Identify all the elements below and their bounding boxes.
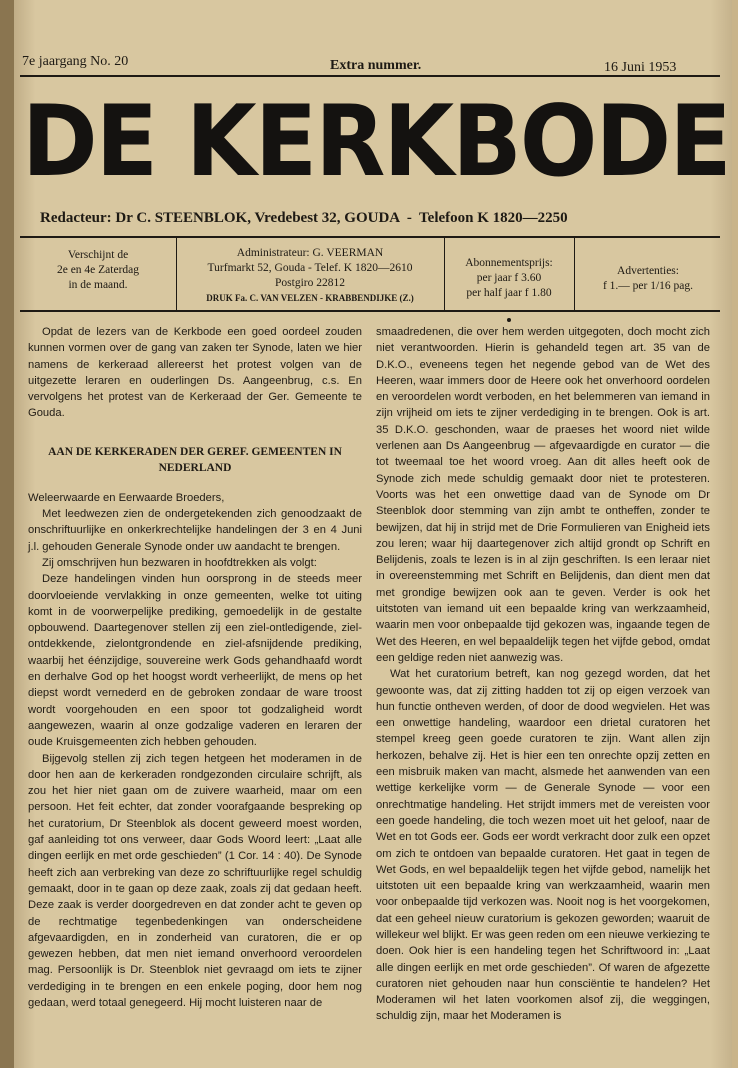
left-column	[28, 324, 362, 1011]
top-rule	[20, 75, 720, 77]
subscription-box	[446, 256, 572, 322]
page-edge	[0, 0, 14, 1068]
administration-address: Turfmarkt 52, Gouda - Telef. K 1820—2610	[207, 262, 413, 274]
administrator: Administrateur: G. VEERMAN	[236, 247, 384, 259]
center-dot	[507, 318, 511, 322]
subscription-label: Abonnementsprijs:	[465, 257, 553, 269]
postgiro: Postgiro 22812	[275, 277, 345, 289]
editor-line	[40, 210, 700, 227]
infobar-divider	[444, 238, 445, 310]
subscription-year: per jaar f 3.60	[476, 272, 542, 284]
subscription-halfyear: per half jaar f 1.80	[466, 287, 552, 299]
paragraph: Met leedwezen zien de ondergetekenden zich genoodzaakt de onschriftuurlijke en onkerkrechtelijke handelingen der 3 en 4 Juni j.l. gehouden Generale Synode onder uw aandacht te brengen.	[28, 508, 362, 553]
paragraph: Zij omschrijven hun bezwaren in hoofdtrekken als volgt:	[42, 556, 317, 569]
paragraph: smaadredenen, die over hem werden uitgegoten, doch mocht zich niet verantwoorden. Hierin is gehandeld tegen art. 35 van de D.K.O., eveneens tegen het negende gebod van de Wet des Heeren, waar immers door de Heere ook het onverhoord oordelen en veroordelen wordt verboden, en het belemmeren van iemand in zijn vrijheid om iets te zijner verdediging in te brengen. Ook is art. 35 D.K.O. geschonden, waar de praeses het woord niet wilde verlenen aan Ds Aangeenbrug — afgevaardigde en curator — die tot tweemaal toe het woord vroeg. Aan dit alles heeft ook de Synode zich mede schuldig gemaakt door niet te protesteren. Voorts was het een onwettige daad van de Synode om Dr Steenblok door stemming van zijn ambt te ontheffen, zonder te bewijzen, dat hij in strijd met de Drie Formulieren van Enigheid iets zou leren; waar hij daartegenover zich altijd grondt op Schrift en Belijdenis, zoals te lezen is in al zijn geschriften. Is een leraar niet in overeenstemming met Schrift en Belijdenis, dan dient men dat met grondige bewijzen ook aan te geven. Verder is ook het uitstoten van iemand uit een bepaalde kring van werkzaamheid, waarin men voor onbepaalde tijd gekozen was, ingaande tegen de Wet des Heeren, en wel bepaaldelijk tegen het vijfde gebod, omdat een geldige reden niet aanwezig was.	[376, 326, 710, 664]
infobar-top-rule	[20, 236, 720, 238]
separator: -	[403, 210, 416, 226]
appearance-line: in de maand.	[68, 279, 128, 291]
editor-info: Redacteur: Dr C. STEENBLOK, Vredebest 32, GOUDA	[40, 210, 400, 226]
ads-label: Advertenties:	[617, 265, 679, 277]
ads-box	[576, 264, 720, 330]
newspaper-page	[14, 0, 732, 1068]
printer: DRUK Fa. C. VAN VELZEN - KRABBENDIJKE (Z.)	[206, 293, 414, 303]
paragraph: Wat het curatorium betreft, kan nog gezegd worden, dat het gewoonte was, dat zij zitting hadden tot zij op eigen verzoek van hun functie ontheven werden, of door de dood wegvielen. Het was een onwettige handeling, waardoor een drietal curatoren het stempel kreeg geen goede curatoren te zijn. Want allen zijn herkozen, behalve zij. Het is hier een ten onrechte opzij zetten en een misbruik maken van macht, alsmede het aanwenden van een wettige kerkelijke vorm — de Generale Synode — voor een onrechtmatige handeling. Het strijdt immers met de vereisten voor een goede handeling, die toch wezen moet uit het geloof, naar de Wet en tot Gods eer. Gods eer wordt verkracht door zulk een opzet om zich te ontdoen van bepaalde curatoren. Het gaat in tegen de Wet Gods, en wel bepaaldelijk tegen het vijfde gebod, namelijk het uitstoten uit een bepaalde kring van werkzaamheid, waarin men voor onbepaalde tijd verkozen was. Nooit nog is het voorgekomen, dat een geheel nieuw curatorium is gekozen geworden; waaruit de willekeur wel blijkt. Er was geen reden om een nieuwe verkiezing te doen. Ook hier is een handeling tegen het Schriftwoord in: „Laat alle dingen eerlijk en met orde geschieden”. Of waren de afgezette curatoren niet gehouden naar hun consciëntie te handelen? Het Moderamen wil het laten voorkomen alsof zij, die weggingen, schuldig zijn, maar het Moderamen is	[376, 668, 710, 1023]
paragraph: Deze handelingen vinden hun oorsprong in de steeds meer doorvloeiende vervlakking in onze gemeenten, welke tot uiting komt in de voorwerpelijke prediking, gemoedelijk in de gestalte opbouwend. Daartegenover stellen zij een ziel-ontledigende, ziel-ontdekkende, zielontgrondende en ziel-afsnijdende prediking, waarbij het éénzijdige, souvereine werk Gods gehandhaafd wordt en derhalve God op het hoogst wordt verheerlijkt, de mens op het diepst wordt vernederd en de gebroken zondaar de ware troost wordt voorgehouden en een spoor tot godzaligheid wordt aangewezen, waarin al onze godzalige vaderen en leraren der oude Kruisgemeenten zich hebben gehouden.	[28, 573, 362, 749]
issue-date: 16 Juni 1953	[604, 60, 677, 75]
volume-number: 7e jaargang No. 20	[22, 54, 129, 69]
ads-price: f 1.— per 1/16 pag.	[602, 280, 694, 292]
appearance-line: Verschijnt de	[67, 249, 129, 261]
paragraph: Bijgevolg stellen zij zich tegen hetgeen het moderamen in de door hen aan de kerkeraden rondgezonden circulaire schrijft, als zou het hier niet gaan om de zuivere waarheid, maar om een persoon. Het feit echter, dat zonder voorafgaande bespreking op het curatorium, Dr Steenblok als docent geweerd moest worden, gaf aanleiding tot ons verweer, daar Gods Woord leert: „Laat alle dingen eerlijk en met orde geschieden” (1 Cor. 14 : 40). De Synode heeft zich aan verbreking van deze zo schriftuurlijke regel schuldig gemaakt, door in te gaan op deze zaak, zoals zij dat gedaan heeft. Deze zaak is verder doorgedreven en dat zonder acht te geven op de rechtmatige tegenbedenkingen van onderscheidene afgevaardigden, en in zonderheid van curatoren, die er op gewezen hebben, dat men niet iemand onverhoord veroordelen mag. Persoonlijk is Dr. Steenblok niet gevraagd om iets te zijner verdediging in te brengen en een enkele poging, door hem nog gedaan, werd totaal genegeerd. Hij mocht luisteren naar de	[28, 752, 362, 1009]
phone-info: Telefoon K 1820—2250	[419, 210, 568, 226]
appearance-line: 2e en 4e Zaterdag	[56, 264, 140, 276]
edition-label: Extra nummer.	[330, 58, 422, 73]
intro-paragraph: Opdat de lezers van de Kerkbode een goed oordeel zouden kunnen vormen over de gang van zaken ter Synode, laten we hier namens de kerkeraad allereerst het protest volgen van de uitgezette leraren en ouderlingen Ds. Aangeenbrug, c.s. En vervolgens het protest van de Kerkeraad der Ger. Gemeente te Gouda.	[28, 326, 362, 420]
masthead-title: DE KERKBODE	[22, 85, 730, 199]
administration-box	[178, 246, 442, 312]
article-heading: AAN DE KERKERADEN DER GEREF. GEMEENTEN IN NEDERLAND	[48, 445, 342, 474]
right-column	[376, 324, 710, 1025]
infobar-divider	[176, 238, 177, 310]
infobar-divider	[574, 238, 575, 310]
appearance-box	[20, 248, 176, 314]
salutation: Weleerwaarde en Eerwaarde Broeders,	[28, 491, 225, 504]
